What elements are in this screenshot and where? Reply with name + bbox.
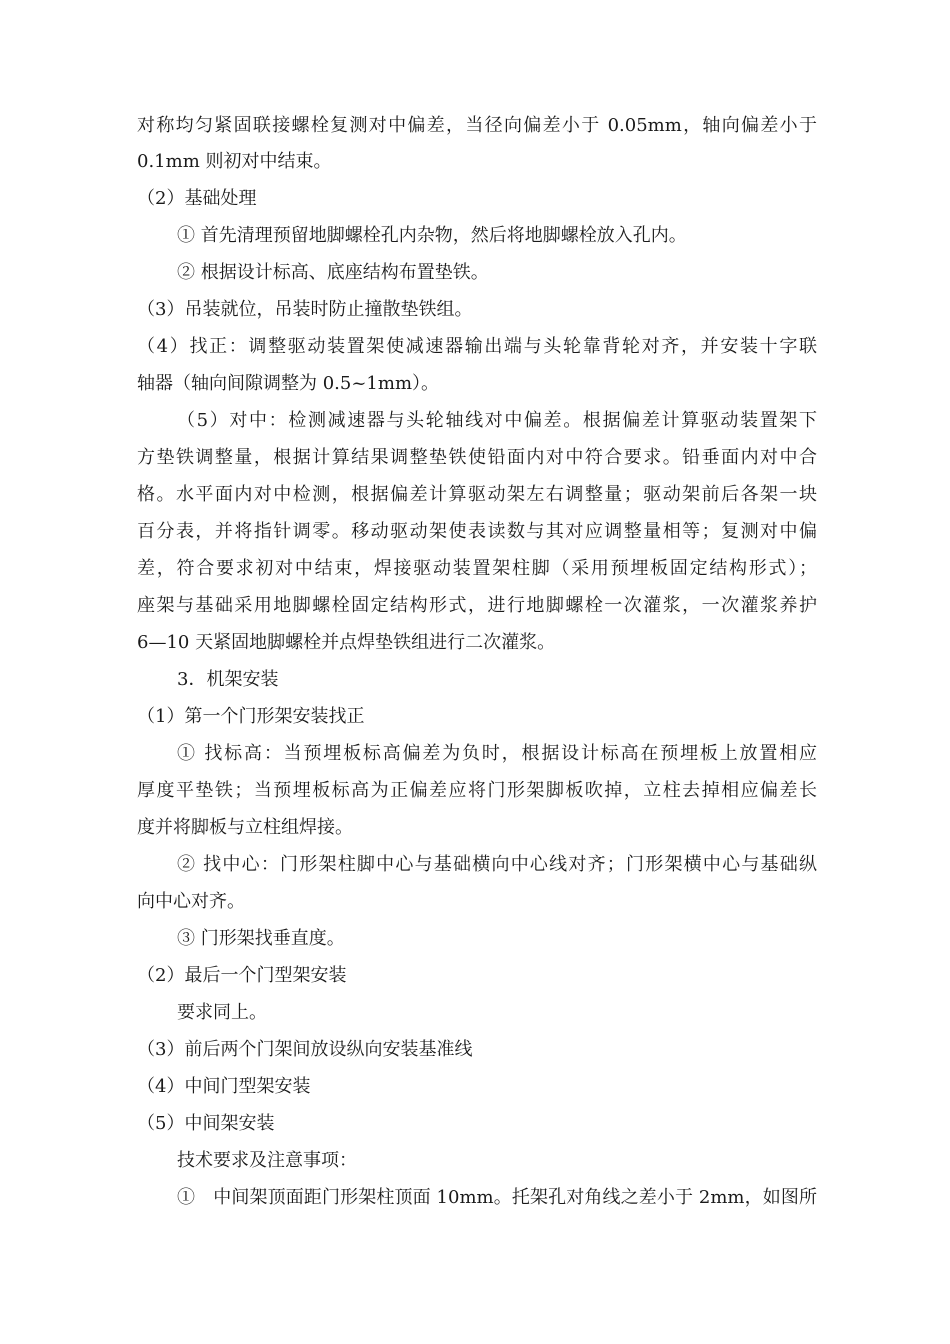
text-line: 百分表，并将指针调零。移动驱动架使表读数与其对应调整量相等；复测对中偏	[137, 521, 817, 542]
text-line: （2）基础处理	[137, 188, 257, 209]
text-line: 向中心对齐。	[137, 891, 245, 912]
text-line: （4）中间门型架安装	[137, 1076, 311, 1097]
text-line: （5）对中：检测减速器与头轮轴线对中偏差。根据偏差计算驱动装置架下	[177, 410, 817, 431]
text-line: 轴器（轴向间隙调整为 0.5~1mm）。	[137, 373, 440, 394]
text-line: 方垫铁调整量，根据计算结果调整垫铁使铅面内对中符合要求。铅垂面内对中合	[137, 447, 817, 468]
text-line: （5）中间架安装	[137, 1113, 275, 1134]
text-line: 格。水平面内对中检测，根据偏差计算驱动架左右调整量；驱动架前后各架一块	[137, 484, 817, 505]
text-line: 对称均匀紧固联接螺栓复测对中偏差，当径向偏差小于 0.05mm，轴向偏差小于	[137, 115, 817, 136]
text-line: 技术要求及注意事项：	[177, 1150, 357, 1171]
text-line: 要求同上。	[177, 1002, 267, 1023]
text-line: （3）吊装就位，吊装时防止撞散垫铁组。	[137, 299, 473, 320]
text-line: 座架与基础采用地脚螺栓固定结构形式，进行地脚螺栓一次灌浆，一次灌浆养护	[137, 595, 817, 616]
text-line: ② 找中心：门形架柱脚中心与基础横向中心线对齐；门形架横中心与基础纵	[177, 854, 817, 875]
text-line: 度并将脚板与立柱组焊接。	[137, 817, 353, 838]
text-line: ② 根据设计标高、底座结构布置垫铁。	[177, 262, 489, 283]
text-line: ① 中间架顶面距门形架柱顶面 10mm。托架孔对角线之差小于 2mm，如图所	[177, 1187, 817, 1208]
text-line: （1）第一个门形架安装找正	[137, 706, 365, 727]
text-line: 差，符合要求初对中结束，焊接驱动装置架柱脚（采用预埋板固定结构形式）；	[137, 558, 817, 579]
text-line: ① 首先清理预留地脚螺栓孔内杂物，然后将地脚螺栓放入孔内。	[177, 225, 687, 246]
text-line: ① 找标高：当预埋板标高偏差为负时，根据设计标高在预埋板上放置相应	[177, 743, 817, 764]
text-line: ③ 门形架找垂直度。	[177, 928, 345, 949]
text-line: （4）找正：调整驱动装置架使减速器输出端与头轮靠背轮对齐，并安装十字联	[137, 336, 817, 357]
text-line: （2）最后一个门型架安装	[137, 965, 347, 986]
text-line: 厚度平垫铁；当预埋板标高为正偏差应将门形架脚板吹掉，立柱去掉相应偏差长	[137, 780, 817, 801]
text-line: （3）前后两个门架间放设纵向安装基准线	[137, 1039, 473, 1060]
text-line: 6—10 天紧固地脚螺栓并点焊垫铁组进行二次灌浆。	[137, 632, 556, 653]
section-heading: 3．机架安装	[177, 669, 279, 690]
text-line: 0.1mm 则初对中结束。	[137, 151, 332, 172]
